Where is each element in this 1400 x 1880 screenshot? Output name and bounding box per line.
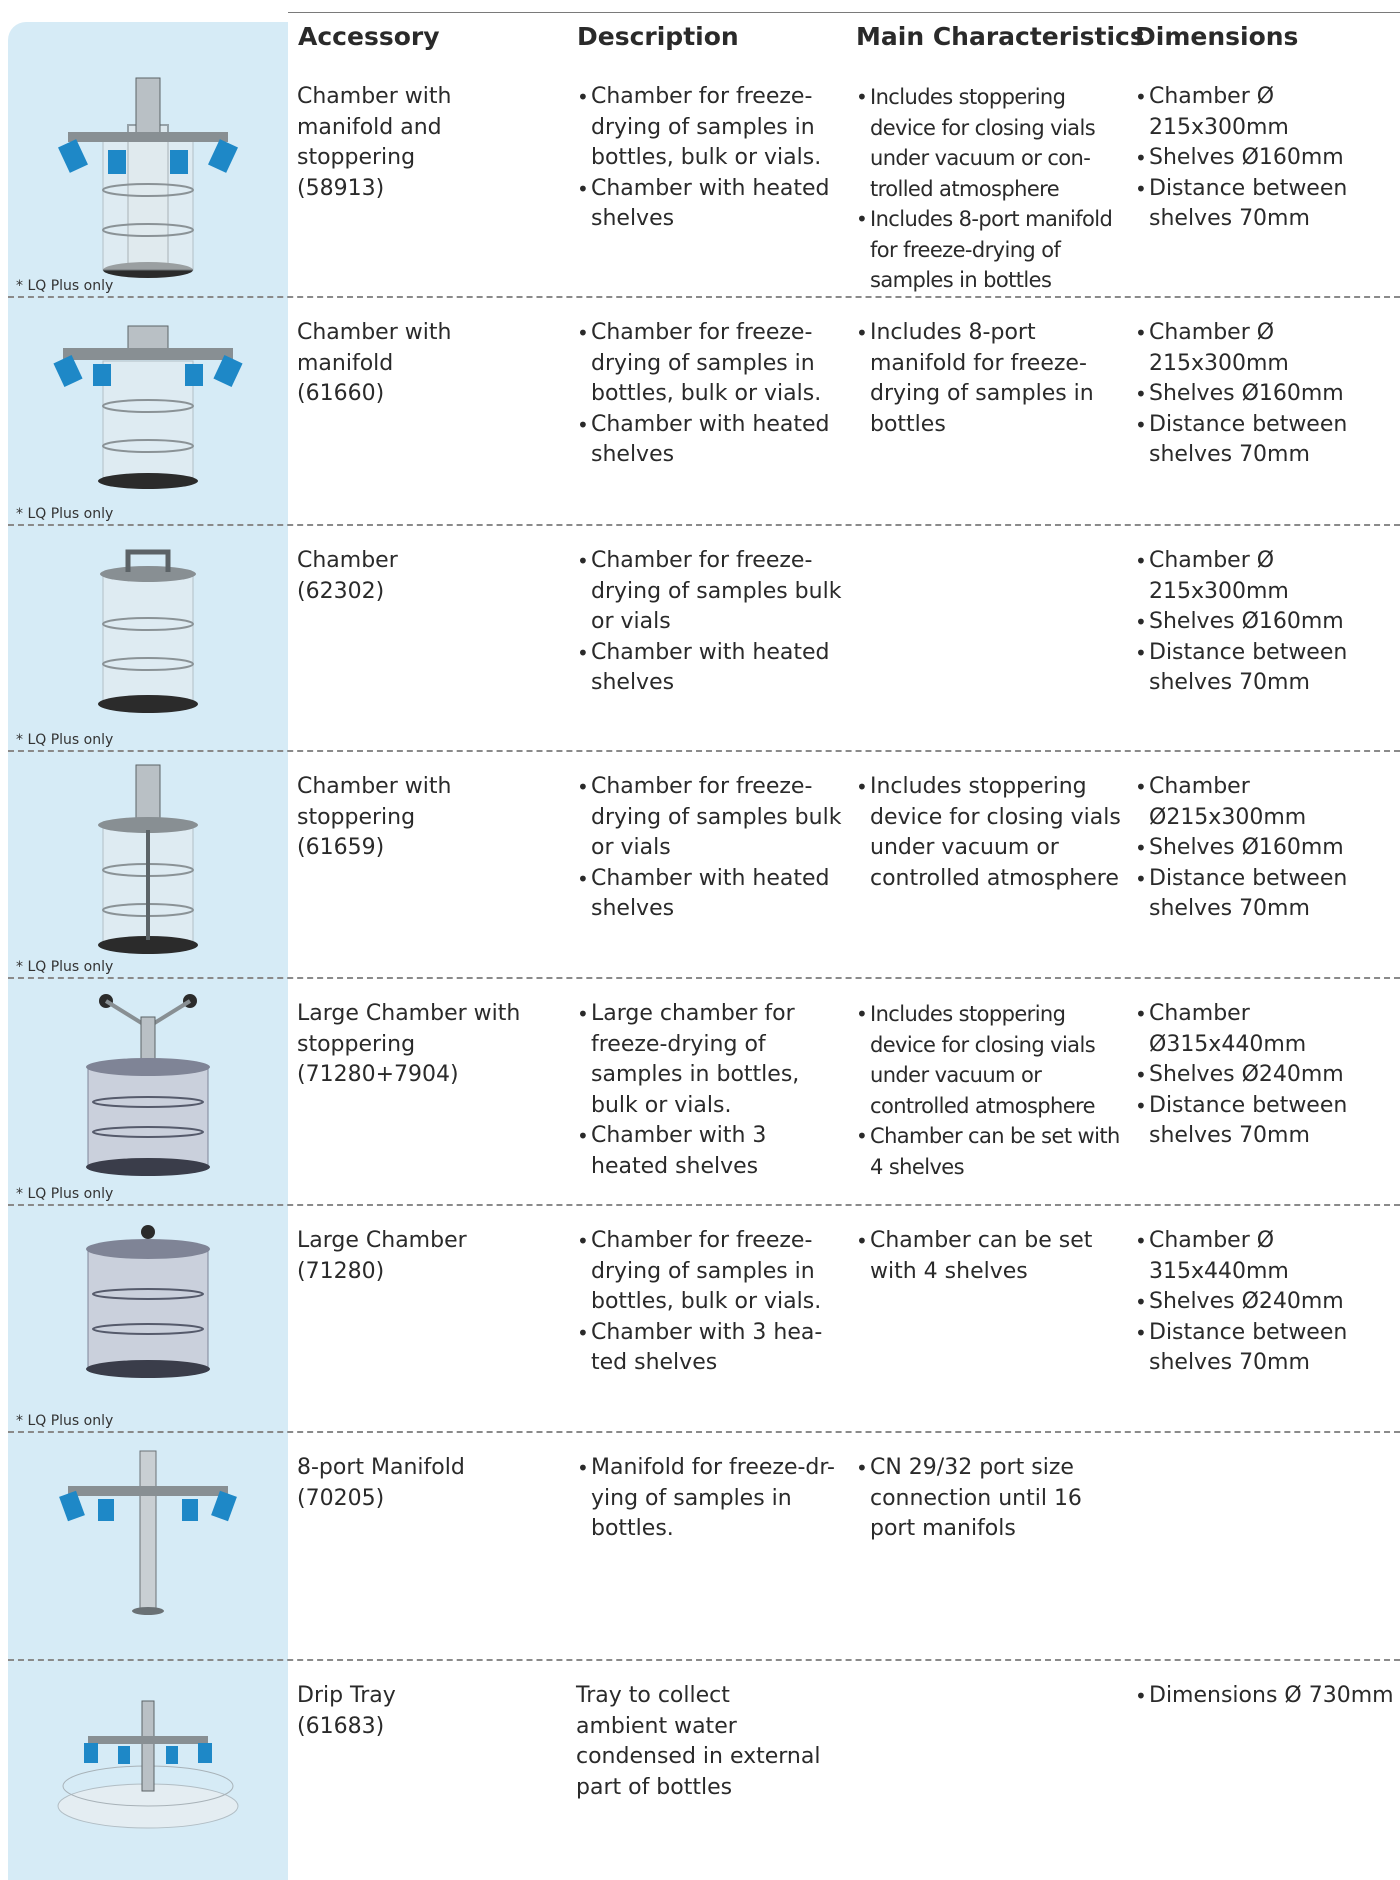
characteristic-item: • Includes stoppering device for closing vials under vacuum or controlled atmosphere <box>855 772 1130 894</box>
dimension-item: • Shelves Ø160mm <box>1134 143 1400 174</box>
accessory-name: Chamber with manifold (61660) <box>297 320 452 406</box>
table-row <box>8 62 1400 298</box>
characteristics-list <box>855 772 1130 894</box>
dimension-item: • Distance between shelves 70mm <box>1134 864 1400 925</box>
dimension-item: • Chamber Ø 215x300mm <box>1134 318 1400 379</box>
dimension-item: • Distance between shelves 70mm <box>1134 1318 1400 1379</box>
lq-plus-note: * LQ Plus only <box>16 1413 114 1429</box>
dimension-item: • Shelves Ø160mm <box>1134 607 1400 638</box>
large-chamber-stoppering-image <box>48 987 248 1187</box>
characteristic-item: • Chamber can be set with 4 shelves <box>855 1226 1130 1287</box>
chamber-stoppering-image <box>48 760 248 960</box>
dimensions-list <box>1134 1681 1400 1712</box>
description-item: • Chamber with heated shelves <box>576 864 846 925</box>
accessory-name: 8-port Manifold (70205) <box>297 1455 465 1511</box>
description-text: Tray to collect ambient water condensed in external part of bottles <box>576 1683 821 1800</box>
characteristics-list <box>855 999 1130 1182</box>
characteristic-item: • CN 29/32 port size connection until 16 port manifols <box>855 1453 1130 1545</box>
characteristic-item: • Includes stoppering device for closing vials under vacuum or controlled atmosphere <box>855 999 1130 1121</box>
table-row <box>8 1206 1400 1433</box>
dimension-item: • Distance between shelves 70mm <box>1134 174 1400 235</box>
description-list <box>576 999 846 1182</box>
description-item: • Chamber for freeze-drying of samples in bottles, bulk or vials. <box>576 318 846 410</box>
header-accessory: Accessory <box>298 22 440 51</box>
characteristics-list <box>855 1453 1130 1545</box>
description-item: • Chamber for freeze-drying of samples bulk or vials <box>576 772 846 864</box>
accessory-name: Drip Tray (61683) <box>297 1683 396 1739</box>
characteristics-list <box>855 1226 1130 1287</box>
dimensions-list <box>1134 318 1400 471</box>
header-main-characteristics: Main Characteristics <box>856 22 1145 51</box>
description-list <box>576 318 846 471</box>
description-item: • Chamber for freeze-drying of samples in bottles, bulk or vials. <box>576 1226 846 1318</box>
large-chamber-image <box>48 1214 248 1404</box>
manifold-image <box>48 1441 248 1621</box>
description-item: • Chamber with heated shelves <box>576 174 846 235</box>
dimension-item: • Chamber Ø215x300mm <box>1134 772 1400 833</box>
dimensions-list <box>1134 772 1400 925</box>
table-header <box>288 22 1400 60</box>
dimensions-list <box>1134 546 1400 699</box>
table-row <box>8 1661 1400 1880</box>
dimension-item: • Shelves Ø160mm <box>1134 833 1400 864</box>
table-row <box>8 1433 1400 1661</box>
table-row <box>8 979 1400 1206</box>
lq-plus-note: * LQ Plus only <box>16 732 114 748</box>
description-list <box>576 82 846 235</box>
characteristics-list <box>855 82 1130 296</box>
description-list <box>576 1453 846 1545</box>
characteristic-item: • Includes stoppering device for closing vials under vacuum or con-trolled atmosphere <box>855 82 1130 204</box>
dimension-item: • Dimensions Ø 730mm <box>1134 1681 1400 1712</box>
description-item: • Chamber with 3 hea-ted shelves <box>576 1318 846 1379</box>
lq-plus-note: * LQ Plus only <box>16 1186 114 1202</box>
accessory-name: Chamber with manifold and stoppering (58913) <box>297 84 452 201</box>
dimension-item: • Distance between shelves 70mm <box>1134 410 1400 471</box>
lq-plus-note: * LQ Plus only <box>16 959 114 975</box>
description-item: • Chamber with heated shelves <box>576 410 846 471</box>
header-top-rule <box>288 12 1400 13</box>
description-item: • Chamber for freeze-drying of samples bulk or vials <box>576 546 846 638</box>
chamber-image <box>48 534 248 724</box>
accessory-name: Chamber (62302) <box>297 548 398 604</box>
dimensions-list <box>1134 1226 1400 1379</box>
characteristic-item: • Chamber can be set with 4 shelves <box>855 1121 1130 1182</box>
dimension-item: • Distance between shelves 70mm <box>1134 1091 1400 1152</box>
dimension-item: • Chamber Ø 315x440mm <box>1134 1226 1400 1287</box>
accessory-name: Large Chamber with stoppering (71280+7904) <box>297 1001 521 1087</box>
dimensions-list <box>1134 999 1400 1152</box>
drip-tray-image <box>48 1691 248 1841</box>
characteristic-item: • Includes 8-port manifold for freeze-drying of samples in bottles <box>855 318 1130 440</box>
dimension-item: • Distance between shelves 70mm <box>1134 638 1400 699</box>
dimension-item: • Shelves Ø240mm <box>1134 1060 1400 1091</box>
header-dimensions: Dimensions <box>1135 22 1299 51</box>
description-list <box>576 1226 846 1379</box>
dimensions-list <box>1134 82 1400 235</box>
chamber-manifold-image <box>48 306 248 496</box>
description-list <box>576 546 846 699</box>
dimension-item: • Chamber Ø315x440mm <box>1134 999 1400 1060</box>
dimension-item: • Chamber Ø 215x300mm <box>1134 82 1400 143</box>
chamber-manifold-stoppering-image <box>48 70 248 280</box>
description-list <box>576 772 846 925</box>
accessory-name: Chamber with stoppering (61659) <box>297 774 452 860</box>
description-item: • Large chamber for freeze-drying of samples in bottles, bulk or vials. <box>576 999 846 1121</box>
header-description: Description <box>577 22 739 51</box>
description-item: • Chamber with 3 heated shelves <box>576 1121 846 1182</box>
lq-plus-note: * LQ Plus only <box>16 278 114 294</box>
characteristic-item: • Includes 8-port manifold for freeze-drying of samples in bottles <box>855 204 1130 296</box>
table-row <box>8 752 1400 979</box>
table-row <box>8 526 1400 752</box>
lq-plus-note: * LQ Plus only <box>16 506 114 522</box>
description-item: • Chamber with heated shelves <box>576 638 846 699</box>
dimension-item: • Shelves Ø160mm <box>1134 379 1400 410</box>
characteristics-list <box>855 318 1130 440</box>
description-item: • Manifold for freeze-dr-ying of samples in bottles. <box>576 1453 846 1545</box>
accessory-name: Large Chamber (71280) <box>297 1228 467 1284</box>
table-row <box>8 298 1400 526</box>
dimension-item: • Shelves Ø240mm <box>1134 1287 1400 1318</box>
dimension-item: • Chamber Ø 215x300mm <box>1134 546 1400 607</box>
description-item: • Chamber for freeze-drying of samples in bottles, bulk or vials. <box>576 82 846 174</box>
